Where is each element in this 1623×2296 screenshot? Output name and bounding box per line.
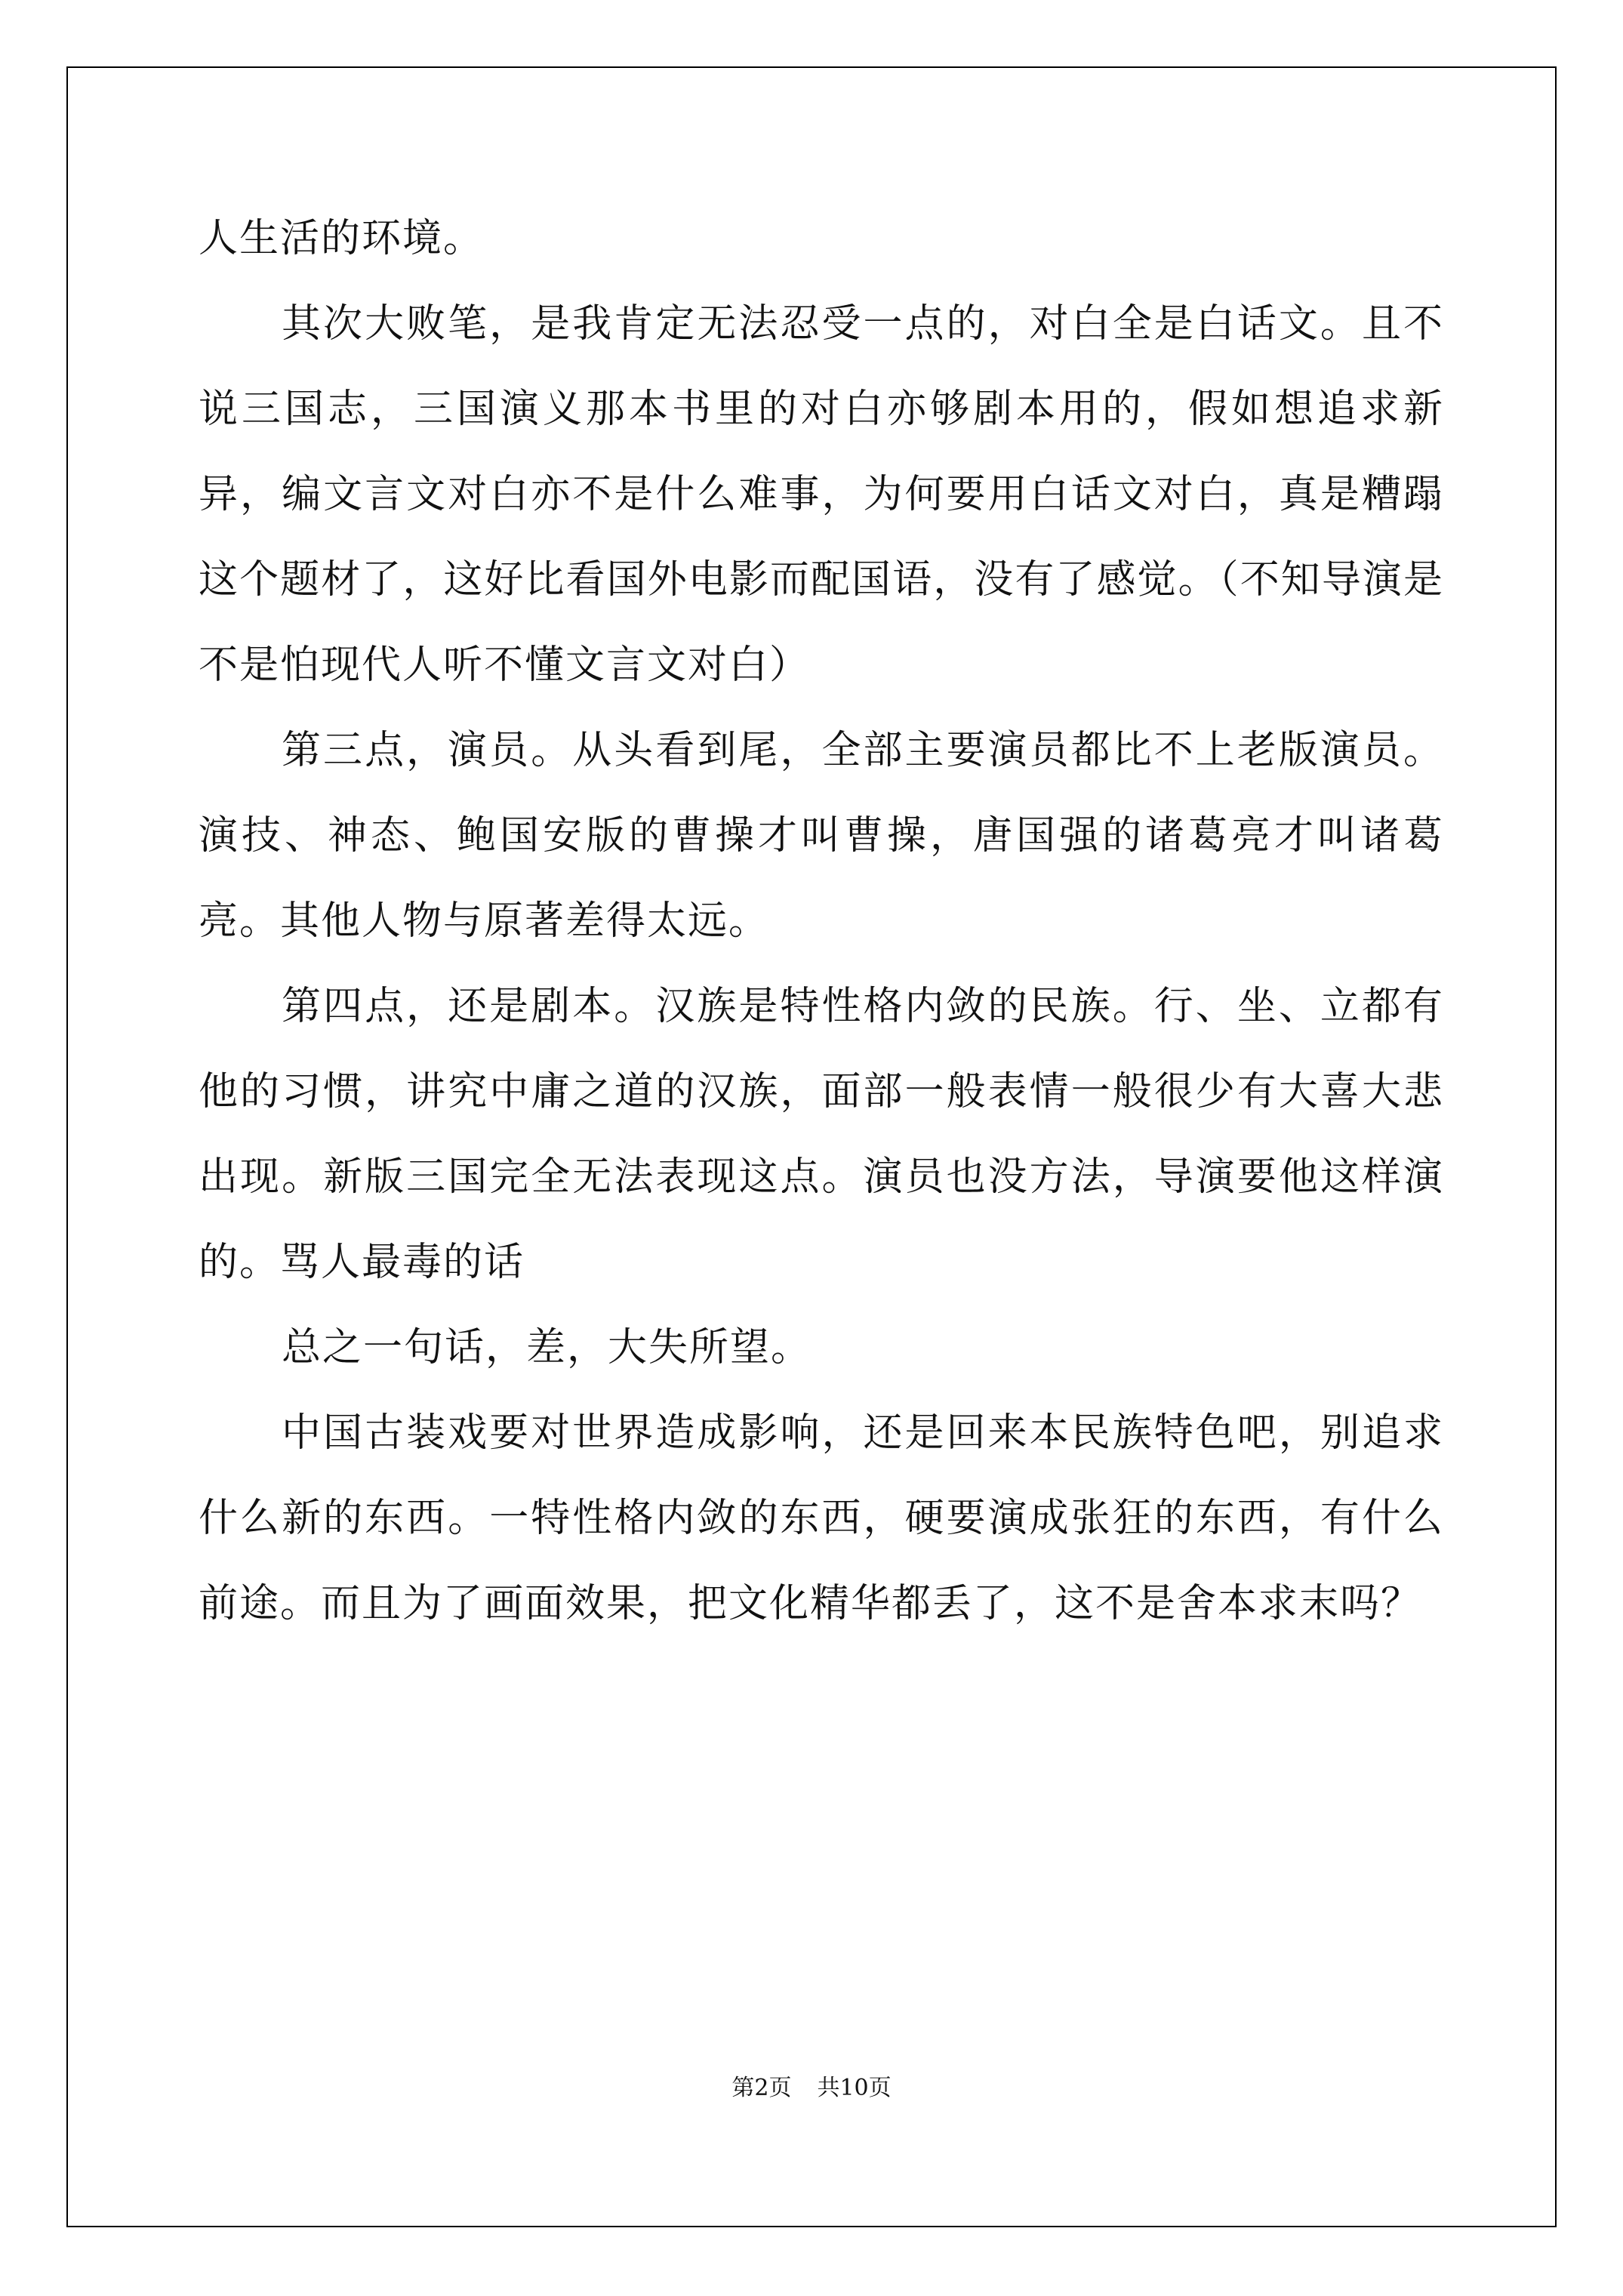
- paragraph: 中国古装戏要对世界造成影响，还是回来本民族特色吧，别追求什么新的东西。一特性格内敛的东西，硬要演成张狂的东西，有什么前途。而且为了画面效果，把文化精华都丢了，这不是舍本求末吗？: [199, 1410, 1444, 1626]
- page-footer: [0, 2069, 1623, 2102]
- paragraph: 第三点，演员。从头看到尾，全部主要演员都比不上老版演员。演技、神态、鲍国安版的曹操才叫曹操，唐国强的诸葛亮才叫诸葛亮。其他人物与原著差得太远。: [199, 728, 1444, 944]
- paragraph: 人生活的环境。: [199, 216, 485, 261]
- paragraph: 其次大败笔，是我肯定无法忍受一点的，对白全是白话文。且不说三国志，三国演义那本书里的对白亦够剧本用的，假如想追求新异，编文言文对白亦不是什么难事，为何要用白话文对白，真是糟蹋这个题材了，这好比看国外电影而配国语，没有了感觉。（不知导演是不是怕现代人听不懂文言文对白）: [199, 301, 1444, 688]
- document-body: [199, 196, 1444, 1647]
- page-total: 共10页: [817, 2075, 892, 2101]
- paragraph: 第四点，还是剧本。汉族是特性格内敛的民族。行、坐、立都有他的习惯，讲究中庸之道的汉族，面部一般表情一般很少有大喜大悲出现。新版三国完全无法表现这点。演员也没方法，导演要他这样演的。骂人最毒的话: [199, 984, 1444, 1285]
- paragraph: 总之一句话，差，大失所望。: [282, 1325, 812, 1370]
- page-number: 第2页: [731, 2075, 792, 2101]
